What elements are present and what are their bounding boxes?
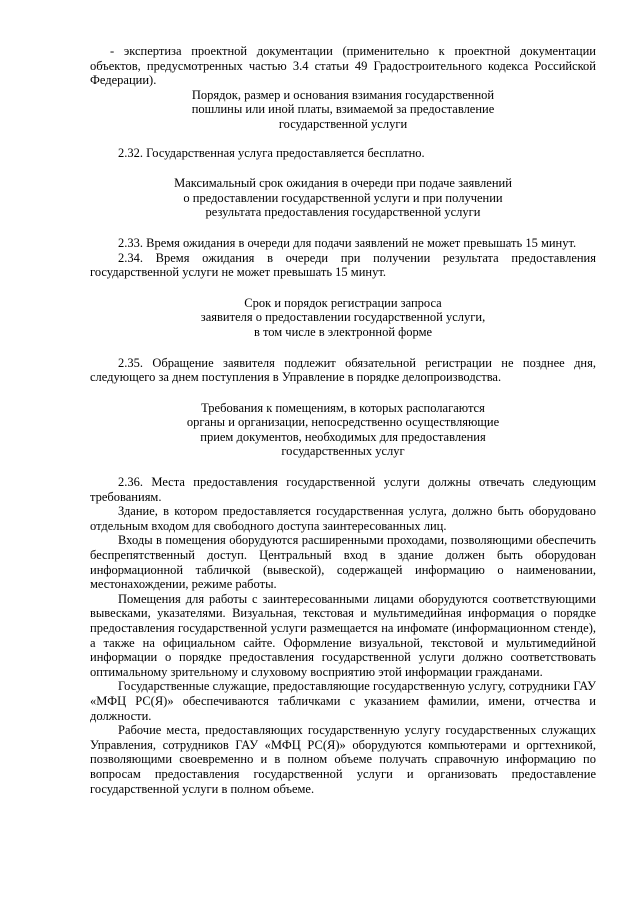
heading-line: пошлины или иной платы, взимаемой за предоставление [191,102,495,117]
heading-ozhidanie [90,176,596,220]
heading-line: государственных услуг [281,444,405,459]
paragraph-2-34: 2.34. Время ожидания в очереди при получении результата предоставления государственной услуги не может превышать 15 минут. [90,250,596,280]
paragraph-2-36: 2.36. Места предоставления государственной услуги должны отвечать следующим требованиям. [90,475,596,504]
paragraph-2-32: 2.32. Государственная услуга предоставляется бесплатно. [118,145,425,160]
paragraph-2-35: 2.35. Обращение заявителя подлежит обязательной регистрации не позднее дня, следующего за днем поступления в Управление в порядке делопроизводства. [90,355,596,385]
paragraph-2-33: 2.33. Время ожидания в очереди для подачи заявлений не может превышать 15 минут. [118,235,577,250]
heading-line: Максимальный срок ожидания в очереди при подаче заявлений [174,176,512,191]
heading-registracia [90,296,596,340]
paragraph-sluzhashie: Государственные служащие, предоставляющие государственную услугу, сотрудники ГАУ «МФЦ РС(Я)» обеспечиваются табличками с указанием фамилии, имени, отчества и должности. [90,679,596,723]
heading-line: прием документов, необходимых для предоставления [200,429,486,444]
heading-line: государственной услуги [278,116,408,131]
paragraph-pomeshenia: Помещения для работы с заинтересованными лицами оборудуются соответствующими вывесками, указателями. Визуальная, текстовая и мультимедийная информация о порядке предоставления государственной услуги размещается на инфомате (информационном стенде), а также на официальном сайте. Оформление визуальной, текстовой и мультимедийной информации о порядке предоставления государственной услуги должно соответствовать оптимальному зрительному и слуховому восприятию этой информации гражданами. [90,591,596,679]
paragraph-rabochie: Рабочие места, предоставляющих государственную услугу государственных служащих Управления, сотрудников ГАУ «МФЦ РС(Я)» оборудуются компьютерами и оргтехникой, позволяющими своевременно и в полном объеме получать справочную информацию по вопросам предоставления государственной услуги и организовать предоставление государственной услуги в полном объеме. [90,723,596,796]
heading-pomeshenia [90,401,596,459]
heading-poshlina [90,88,596,132]
heading-line: Срок и порядок регистрации запроса [244,295,442,310]
heading-line: результата предоставления государственной услуги [205,205,481,220]
heading-line: о предоставлении государственной услуги и при получении [183,190,503,205]
paragraph-expertiza: - экспертиза проектной документации (применительно к проектной документации объектов, предусмотренных частью 3.4 статьи 49 Градостроительного кодекса Российской Федерации). [90,44,596,88]
heading-line: Порядок, размер и основания взимания государственной [191,87,495,102]
paragraph-vhody: Входы в помещения оборудуются расширенными проходами, позволяющими обеспечить беспрепятственный доступ. Центральный вход в здание должен быть оборудован информационной табличкой (вывеской), содержащей информацию о наименовании, местонахождении, режиме работы. [90,533,596,592]
heading-line: заявителя о предоставлении государственной услуги, [200,310,486,325]
heading-line: Требования к помещениям, в которых располагаются [201,400,485,415]
heading-line: органы и организации, непосредственно осуществляющие [186,415,500,430]
heading-line: в том числе в электронной форме [253,324,433,339]
paragraph-zdanie: Здание, в котором предоставляется государственная услуга, должно быть оборудовано отдельным входом для свободного доступа заинтересованных лиц. [90,504,596,533]
